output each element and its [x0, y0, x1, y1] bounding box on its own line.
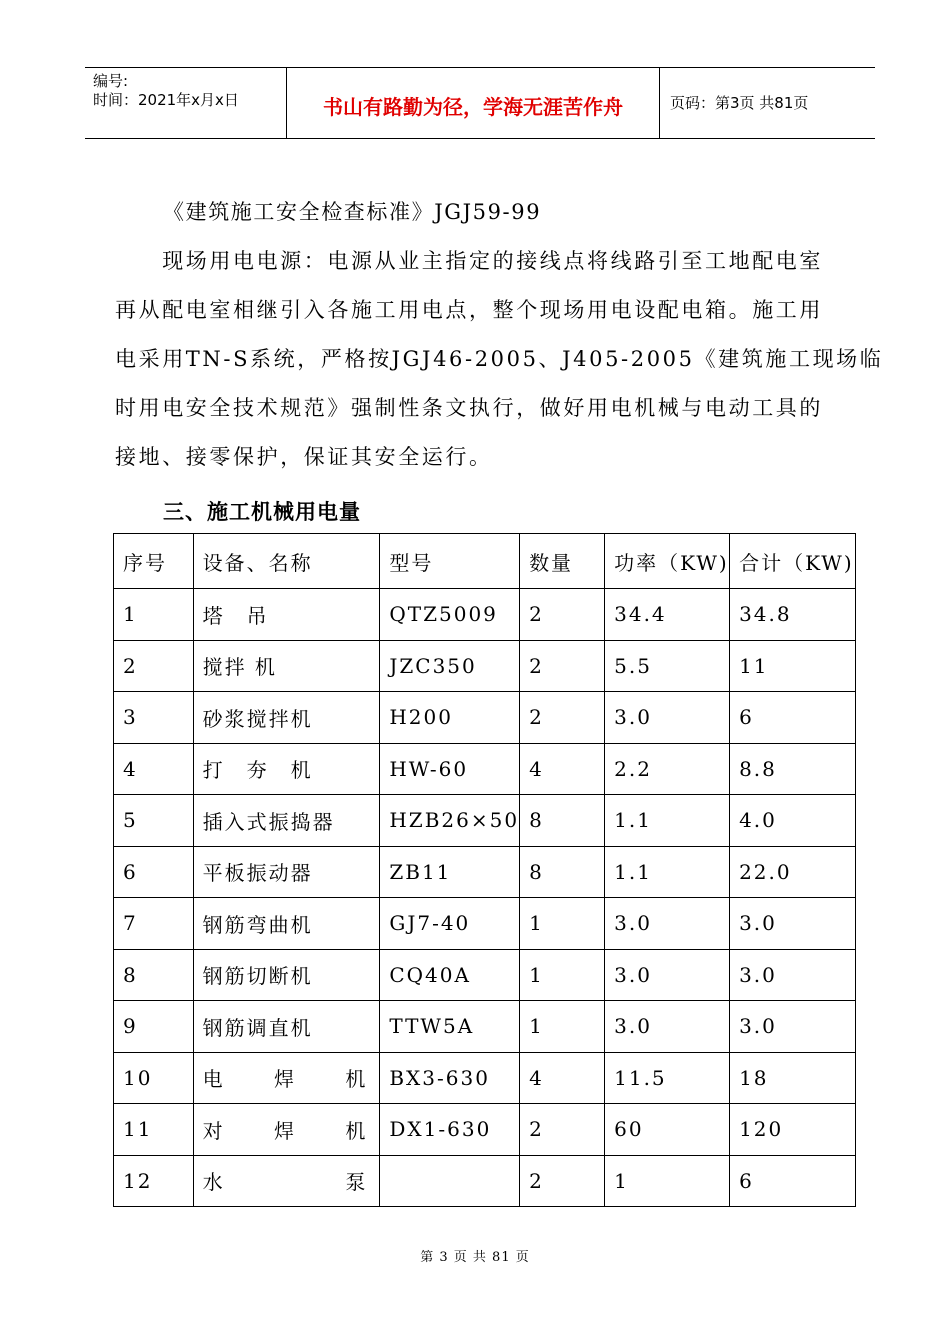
cell-quantity: 2	[520, 1155, 605, 1207]
table-row	[114, 640, 856, 692]
time-label: 时间：2021年x月x日	[93, 91, 239, 109]
cell-equipment-name: 钢筋调直机	[193, 1001, 380, 1053]
cell-equipment-name: 砂浆搅拌机	[193, 692, 380, 744]
cell-total: 34.8	[730, 589, 856, 641]
header-motto-cell	[286, 68, 660, 138]
cell-quantity: 4	[520, 743, 605, 795]
table-row	[114, 1052, 856, 1104]
section-heading: 三、施工机械用电量	[163, 500, 361, 524]
equipment-name-spread	[203, 1063, 380, 1092]
cell-model: H200	[380, 692, 520, 744]
cell-quantity: 1	[520, 898, 605, 950]
table-row	[114, 743, 856, 795]
cell-total: 4.0	[730, 795, 856, 847]
cell-model: HZB26×50	[380, 795, 520, 847]
header-page-cell	[660, 68, 875, 138]
cell-total: 6	[730, 1155, 856, 1207]
name-char: 机	[345, 1067, 368, 1092]
table-row	[114, 692, 856, 744]
cell-quantity: 8	[520, 846, 605, 898]
cell-row-index: 4	[114, 743, 194, 795]
cell-model: JZC350	[380, 640, 520, 692]
name-char: 对	[202, 1118, 225, 1143]
page-info: 页码：第3页 共81页	[670, 94, 809, 112]
cell-equipment-name	[193, 1155, 380, 1207]
cell-model: DX1-630	[380, 1104, 520, 1156]
name-char: 焊	[273, 1118, 296, 1143]
cell-row-index: 6	[114, 846, 194, 898]
cell-model: BX3-630	[380, 1052, 520, 1104]
table-row	[114, 949, 856, 1001]
table-row	[114, 1155, 856, 1207]
header-cell-index: 序号	[114, 534, 194, 589]
page-footer: 第 3 页 共 81 页	[420, 1250, 530, 1265]
equipment-name-spread	[203, 1166, 380, 1195]
cell-quantity: 2	[520, 692, 605, 744]
cell-model	[380, 1155, 520, 1207]
name-char: 机	[345, 1118, 368, 1143]
table-row	[114, 846, 856, 898]
cell-power: 1.1	[605, 795, 730, 847]
cell-row-index: 9	[114, 1001, 194, 1053]
cell-equipment-name: 打 夯 机	[193, 743, 380, 795]
cell-total: 18	[730, 1052, 856, 1104]
cell-total: 11	[730, 640, 856, 692]
cell-model: GJ7-40	[380, 898, 520, 950]
table-row	[114, 795, 856, 847]
cell-power: 5.5	[605, 640, 730, 692]
cell-model: CQ40A	[380, 949, 520, 1001]
cell-quantity: 2	[520, 589, 605, 641]
cell-power: 3.0	[605, 1001, 730, 1053]
name-char: 泵	[345, 1170, 368, 1195]
cell-row-index: 1	[114, 589, 194, 641]
cell-quantity: 2	[520, 640, 605, 692]
equipment-power-table	[113, 533, 856, 1207]
cell-power: 3.0	[605, 692, 730, 744]
cell-quantity: 4	[520, 1052, 605, 1104]
cell-model: QTZ5009	[380, 589, 520, 641]
power-line-1: 现场用电电源：电源从业主指定的接线点将线路引至工地配电室	[115, 249, 823, 273]
cell-total: 6	[730, 692, 856, 744]
cell-power: 2.2	[605, 743, 730, 795]
cell-model: HW-60	[380, 743, 520, 795]
code-label: 编号:	[93, 72, 129, 90]
power-line-3: 电采用TN-S系统，严格按JGJ46-2005、J405-2005《建筑施工现场临	[115, 347, 884, 371]
cell-total: 3.0	[730, 1001, 856, 1053]
header-cell-name: 设备、名称	[193, 534, 380, 589]
table-header-row	[114, 534, 856, 589]
cell-power: 11.5	[605, 1052, 730, 1104]
header-cell-total: 合计（KW)	[730, 534, 856, 589]
document-header	[85, 67, 875, 139]
cell-row-index: 7	[114, 898, 194, 950]
cell-total: 8.8	[730, 743, 856, 795]
cell-row-index: 3	[114, 692, 194, 744]
cell-equipment-name: 钢筋弯曲机	[193, 898, 380, 950]
power-line-5: 接地、接零保护，保证其安全运行。	[115, 445, 493, 469]
name-char: 电	[202, 1067, 225, 1092]
table-row	[114, 1001, 856, 1053]
table-row	[114, 898, 856, 950]
cell-row-index: 8	[114, 949, 194, 1001]
reference-line: 《建筑施工安全检查标准》JGJ59-99	[163, 200, 542, 224]
cell-equipment-name: 插入式振捣器	[193, 795, 380, 847]
table-row	[114, 589, 856, 641]
cell-power: 3.0	[605, 949, 730, 1001]
cell-total: 22.0	[730, 846, 856, 898]
equipment-name-spread	[203, 1115, 380, 1144]
cell-row-index: 2	[114, 640, 194, 692]
cell-row-index: 10	[114, 1052, 194, 1104]
name-char: 焊	[273, 1067, 296, 1092]
cell-row-index: 12	[114, 1155, 194, 1207]
power-line-4: 时用电安全技术规范》强制性条文执行，做好用电机械与电动工具的	[115, 396, 823, 420]
cell-total: 120	[730, 1104, 856, 1156]
cell-equipment-name: 塔 吊	[193, 589, 380, 641]
power-line-2: 再从配电室相继引入各施工用电点，整个现场用电设配电箱。施工用	[115, 298, 823, 322]
header-cell-model: 型号	[380, 534, 520, 589]
cell-equipment-name: 钢筋切断机	[193, 949, 380, 1001]
cell-quantity: 1	[520, 1001, 605, 1053]
cell-quantity: 1	[520, 949, 605, 1001]
cell-equipment-name: 搅拌 机	[193, 640, 380, 692]
cell-quantity: 2	[520, 1104, 605, 1156]
cell-total: 3.0	[730, 949, 856, 1001]
cell-model: TTW5A	[380, 1001, 520, 1053]
header-meta-cell	[85, 68, 285, 138]
cell-power: 60	[605, 1104, 730, 1156]
header-cell-power: 功率（KW)	[605, 534, 730, 589]
header-cell-quantity: 数量	[520, 534, 605, 589]
cell-equipment-name: 平板振动器	[193, 846, 380, 898]
cell-total: 3.0	[730, 898, 856, 950]
table-row	[114, 1104, 856, 1156]
cell-equipment-name	[193, 1104, 380, 1156]
cell-equipment-name	[193, 1052, 380, 1104]
cell-row-index: 11	[114, 1104, 194, 1156]
cell-model: ZB11	[380, 846, 520, 898]
motto: 书山有路勤为径，学海无涯苦作舟	[323, 95, 623, 119]
cell-power: 1.1	[605, 846, 730, 898]
cell-quantity: 8	[520, 795, 605, 847]
cell-row-index: 5	[114, 795, 194, 847]
name-char: 水	[202, 1170, 225, 1195]
cell-power: 34.4	[605, 589, 730, 641]
cell-power: 3.0	[605, 898, 730, 950]
cell-power: 1	[605, 1155, 730, 1207]
